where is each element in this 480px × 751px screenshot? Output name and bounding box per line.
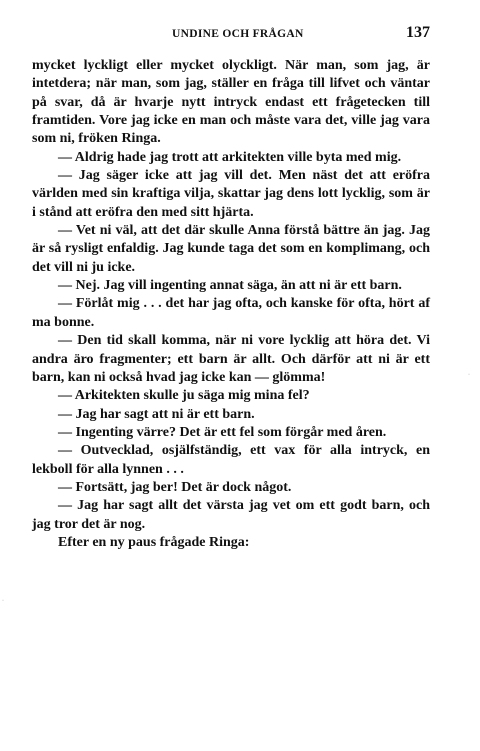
paragraph: — Nej. Jag vill ingenting annat säga, än att ni är ett barn.	[58, 278, 402, 294]
paragraph: — Fortsätt, jag ber! Det är dock något.	[58, 479, 292, 495]
paragraph: — Ingenting värre? Det är ett fel som förgår med åren.	[58, 424, 387, 440]
paragraph: — Jag säger icke att jag vill det. Men näst det att eröfra världen med sin kraftiga vilja, skattar jag dens lott lycklig, som är i stånd att eröfra den med sitt hjärta.	[32, 168, 430, 220]
paragraph: — Arkitekten skulle ju säga mig mina fel?	[58, 388, 310, 404]
margin-speck: ·	[2, 598, 4, 604]
paragraph: — Den tid skall komma, när ni vore lycklig att höra det. Vi andra äro fragmenter; ett barn är allt. Och därför att ni är ett barn, kan ni också hvad jag icke kan — glömma!	[32, 333, 430, 385]
paragraph: Efter en ny paus frågade Ringa:	[58, 534, 250, 550]
paragraph: — Förlåt mig . . . det har jag ofta, och kanske för ofta, hört af ma bonne.	[32, 296, 430, 330]
running-head	[32, 24, 430, 44]
paragraph: — Vet ni väl, att det där skulle Anna förstå bättre än jag. Jag är så rysligt enfaldig. Jag kunde taga det som en komplimang, och det vill ni ju icke.	[32, 223, 430, 275]
paragraph: — Jag har sagt allt det värsta jag vet om ett godt barn, och jag tror det är nog.	[32, 498, 430, 532]
page-number: 137	[406, 24, 430, 41]
paragraph: — Aldrig hade jag trott att arkitekten ville byta med mig.	[58, 149, 402, 165]
running-title: UNDINE OCH FRÅGAN	[172, 28, 304, 40]
paragraph: — Jag har sagt att ni är ett barn.	[58, 406, 255, 422]
paragraph: — Outvecklad, osjälfständig, ett vax för alla intryck, en lekboll för alla lynnen . . .	[32, 443, 430, 477]
body-text	[32, 57, 430, 552]
margin-speck: ·	[468, 372, 470, 378]
paragraph: mycket lyckligt eller mycket olyckligt. När man, som jag, är intetdera; när man, som jag, ställer en fråga till lifvet och väntar på svar, då är hvarje nytt intryck endast ett frågetecken till framtiden. Vore jag icke en man och måste vara det, ville jag vara som ni, fröken Ringa.	[32, 58, 430, 147]
